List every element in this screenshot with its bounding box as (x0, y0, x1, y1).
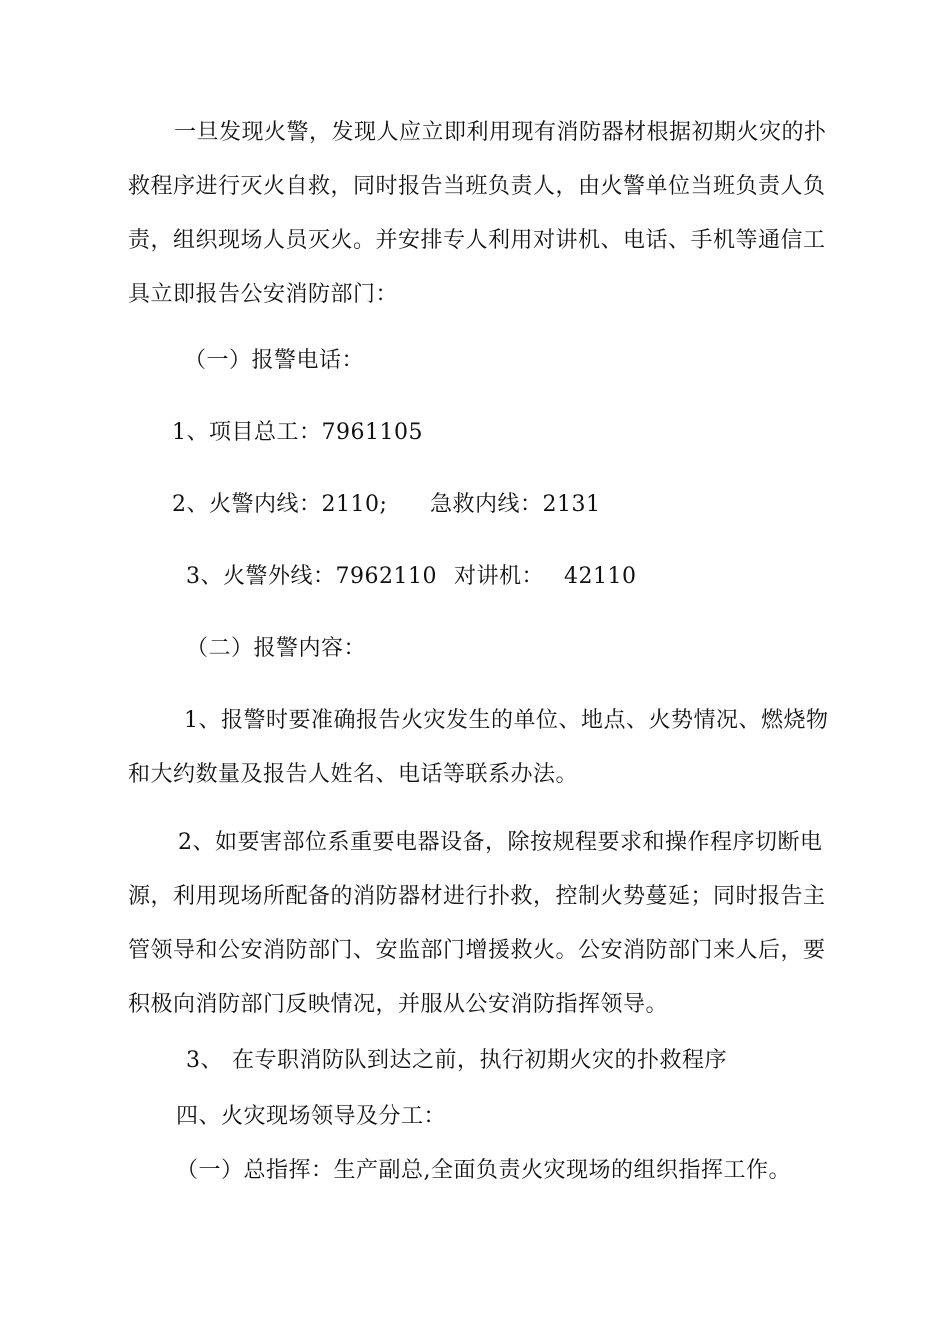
alarm-phone-item2-right: 急救内线：2131 (430, 492, 601, 517)
section-four-heading: 四、火灾现场领导及分工： (176, 1104, 447, 1129)
paragraph1-line3: 责，组织现场人员灭火。并安排专人利用对讲机、电话、手机等通信工 (128, 228, 826, 253)
alarm-phone-item2-left: 2、火警内线：2110; (172, 492, 388, 517)
alarm-phone-item1: 1、项目总工：7961105 (172, 420, 423, 445)
section-four-item1: （一）总指挥：生产副总,全面负责火灾现场的组织指挥工作。 (176, 1158, 791, 1183)
paragraph1-line2: 救程序进行灭火自救，同时报告当班负责人，由火警单位当班负责人负 (128, 174, 826, 199)
alarm-content-item2-line4: 积极向消防部门反映情况，并服从公安消防指挥领导。 (128, 992, 669, 1017)
alarm-phone-item3-right: 42110 (564, 564, 637, 589)
alarm-content-heading: （二）报警内容： (186, 636, 367, 661)
alarm-phone-item3-left: 3、火警外线：7962110 (186, 564, 437, 589)
paragraph1-line1: 一旦发现火警，发现人应立即利用现有消防器材根据初期火灾的扑 (174, 120, 827, 145)
alarm-content-item1-line2: 和大约数量及报告人姓名、电话等联系办法。 (128, 762, 579, 787)
alarm-content-item2-line1: 2、如要害部位系重要电器设备，除按规程要求和操作程序切断电 (178, 830, 823, 855)
alarm-content-item2-line3: 管领导和公安消防部门、安监部门增援救火。公安消防部门来人后，要 (128, 938, 826, 963)
alarm-content-item1-line1: 1、报警时要准确报告火灾发生的单位、地点、火势情况、燃烧物 (184, 708, 829, 733)
alarm-content-item3-text: 在专职消防队到达之前，执行初期火灾的扑救程序 (232, 1048, 728, 1073)
alarm-content-item2-line2: 源，利用现场所配备的消防器材进行扑救，控制火势蔓延；同时报告主 (128, 884, 826, 909)
paragraph1-line4: 具立即报告公安消防部门： (128, 282, 399, 307)
alarm-phone-heading: （一）报警电话： (184, 348, 365, 373)
alarm-phone-item3-mid: 对讲机： (454, 564, 545, 589)
alarm-content-item3-number: 3、 (186, 1048, 223, 1073)
